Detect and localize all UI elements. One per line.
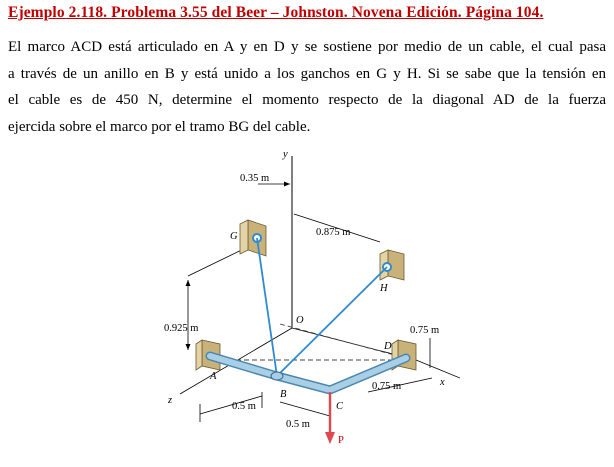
cable-bg: [257, 238, 277, 376]
statement-line-1: El marco ACD está articulado en A y en D y se sostiene por medio de un cable, el cual pasa: [8, 39, 606, 55]
frame-figure: [140, 146, 460, 462]
frame-diagram: [140, 146, 460, 462]
label-b: B: [280, 389, 287, 400]
label-g: G: [230, 231, 238, 242]
label-0875m: 0.875 m: [316, 227, 351, 238]
statement-line-4: ejercida sobre el marco por el tramo BG del cable.: [8, 118, 311, 135]
label-c: C: [336, 401, 344, 412]
label-0925m: 0.925 m: [164, 323, 199, 334]
bracket-g: [240, 220, 266, 256]
label-05m-a: 0.5 m: [232, 401, 256, 412]
x-axis: [416, 360, 460, 378]
statement-line-3: el cable es de 450 N, determine el momento respecto de la diagonal AD de la fuerza: [8, 92, 606, 108]
document-title: Ejemplo 2.118. Problema 3.55 del Beer – Johnston. Novena Edición. Página 104.: [8, 4, 544, 21]
label-075m-b: 0.75 m: [372, 381, 402, 392]
label-h: H: [380, 283, 388, 294]
label-p: P: [338, 435, 344, 446]
label-d: D: [384, 341, 392, 352]
label-o: O: [296, 315, 304, 326]
ring-b: [271, 372, 283, 380]
label-z: z: [168, 395, 173, 406]
label-05m-b: 0.5 m: [286, 419, 310, 430]
label-a: A: [210, 371, 217, 382]
label-035m: 0.35 m: [240, 173, 270, 184]
statement-line-2: a través de un anillo en B y está unido a los ganchos en G y H. Si se sabe que la tensión en: [8, 65, 606, 82]
label-x: x: [440, 377, 445, 388]
label-075m-a: 0.75 m: [410, 325, 440, 336]
problem-statement: [8, 34, 606, 140]
label-y: y: [283, 149, 288, 160]
bracket-h: [380, 250, 404, 280]
